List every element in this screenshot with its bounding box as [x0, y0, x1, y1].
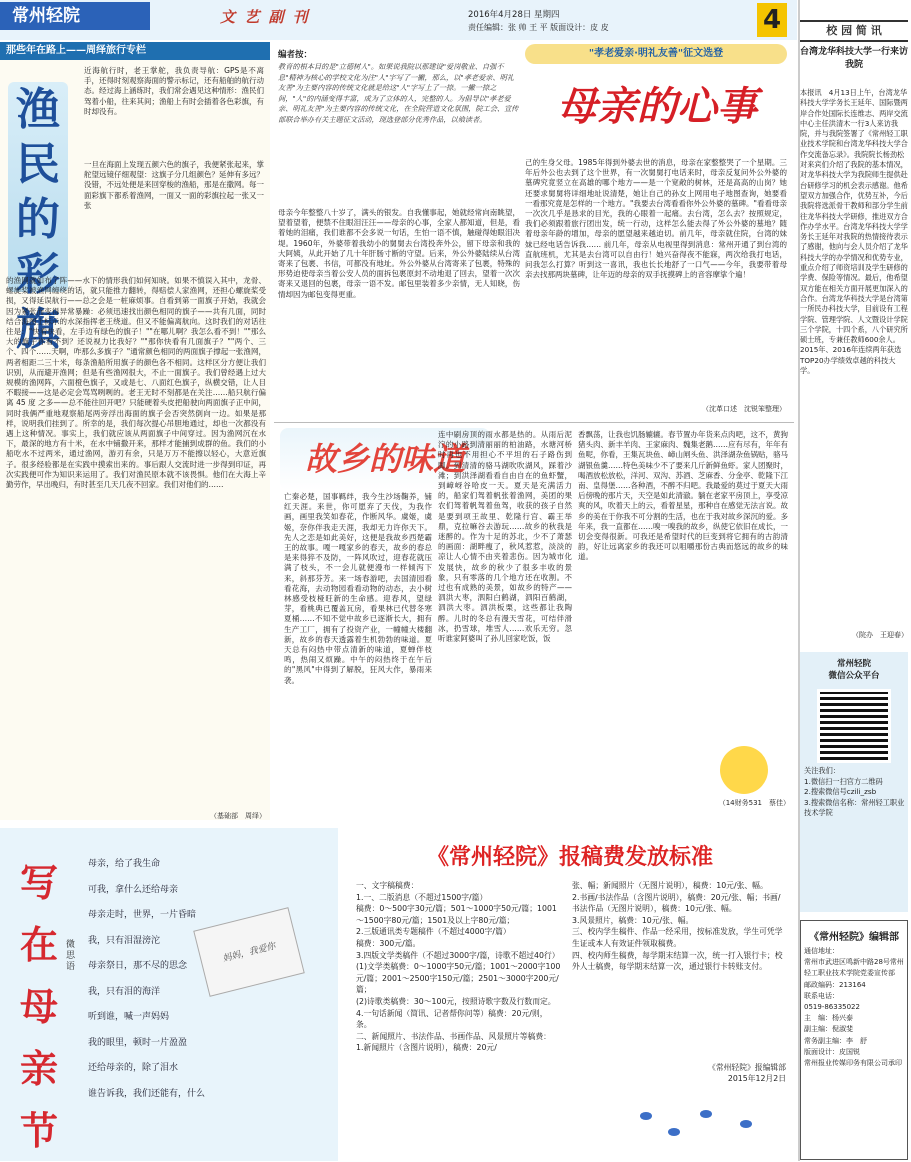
poem-author: 微思语: [66, 940, 76, 972]
masthead-logo: 常州轻院: [0, 2, 150, 30]
poem-line: 听到谁，喊一声妈妈: [88, 1012, 170, 1022]
dateline: 2016年4月28日 星期四: [468, 10, 560, 20]
poem-line: 我的眼里，顿时一片盈盈: [88, 1037, 188, 1048]
hometown-column-2: 连中刷房顶的雨水都是热的。从雨后泥泞的小路到清丽丽的柏油路，水塘河桥时再也不用担心不平坦的石子路伤到脚。到清清的骆马湖吹吹湖风，踩着沙滩；到洪泽湖看看自由自在的鱼虾蟹，到嶂岈谷哈皮一天。夏天是充满活力的，船家们驾着帆张着渔网，美团的果农们驾着帆驾着鱼驾，收获的孩子自然是要到项王故里、乾隆行宫、霸王举鼎，克拉嘛谷去游玩……故乡的秋我是迷醉的。作为十足的苏北，少不了萧瑟的画面：湖畔瘦了，秋风惹惹，淡淡的凉让人心情不由夹着悲伤。因为城市化发展快，故乡的秋少了很多丰收的景象，只有零落的几个地方还在收割。不过也有成熟的美景，如故乡的特产——泗洪大枣，泗阳白鹤湖，泗阳百鹤湖，泗洪大枣。泗洪板栗，这些都让我陶醉。儿时的冬总有漫天雪花，可结伴滑冰，扔雪球，堆雪人……欢乐无穷。忽听谁家阿婆叫了孙儿回家吃饭，饭: [438, 430, 572, 644]
poem-title: 写在母亲节: [19, 860, 58, 1153]
fee-line: (1)文学类稿费：0～1000字50元/篇；1001～2000字100元/篇；2001～2500字150元/篇；2501～3000字200元/篇；: [356, 962, 561, 995]
fee-title: 《常州轻院》报稿费发放标准: [426, 844, 713, 870]
essay-title: 母亲的心事: [557, 83, 757, 130]
fee-line: 2.书画/书法作品（含图片说明），稿费：20元/张、幅；书画/书法作品（无图片说明），稿费：10元/张、幅。: [572, 892, 781, 914]
essay-byline: （沈革口述 沈锐笨整理）: [702, 405, 786, 413]
hometown-title: 故乡的味道: [280, 428, 490, 490]
fee-line: 1.新闻照片（含图片说明），稿费：20元/: [356, 1043, 497, 1053]
campus-brief-head: 校 园 简 讯: [800, 20, 908, 42]
butterfly-icon: [740, 1120, 752, 1128]
fee-sign-org: 《常州轻院》报编辑部: [708, 1063, 786, 1072]
poem-line: 我，只有泪的海洋: [88, 986, 161, 997]
editors-line: 责任编辑：张 帅 王 平 版面设计：皮 皮: [468, 23, 609, 32]
hometown-column-1: 亡秦必楚，国事羁绊，我今生沙场鞠养，铺红天涯。来世，你可愿弃了天伐，为我作画，画里我笑如春花，作断风华。虞姬，虞姬，奈你伴我走天涯，我却无力许你天下。先人之恋是如此美好，这便是我故乡西楚霸王的故事。嘎一嘎家乡的春天，故乡的春总是来得猝不及防，一阵风吹过，迎春花就压满了枝头，不一会儿就便漫布一样倾泻下来，斜那芬芳。来一场春游吧，去国清园看看花海，去动物园看看动物的动态，去小树林感受枝桠旺新的生命感。迎春风，望绿芽，看桃典已覆盖瓦房，看果林已代替冬寒夏桶……不知不觉中故乡已逐渐长大，拥有生产工厂，拥有了投资产业，一幢幢大楼翻新，故乡的春天透露着生机勃勃的味道。夏天总有闷热中带点清新的味道，夏蝉伴枝鸣，热闹又烦躁。中午的闷热终于在午后的"黑风"中得到了解脱，狂风大作，暴雨来袭。: [284, 492, 432, 685]
essay-banner: "孝老爱亲·明礼友善"征文选登: [525, 44, 787, 64]
fee-line: 稿费：300元/篇。: [356, 938, 421, 948]
butterfly-icon: [668, 1128, 680, 1136]
fee-line: 3.四版文学类稿件（不超过3000字/篇，诗歌不超过40行）: [356, 950, 560, 960]
fee-column-2: [572, 880, 786, 1055]
fee-line: 4.一句话新闻（简讯、记者帮你问等）稿费：20元/则，条。: [356, 1008, 548, 1030]
editorial-line: 主 编：杨兴泰: [804, 1014, 853, 1023]
editorial-line: 副主编：倪淑斐: [804, 1025, 853, 1034]
wechat-steps: 关注我们： 1.微信扫一扫官方二维码 2.搜索微信号czili_zsb 3.搜索微信名称：常州轻工职业技术学院: [804, 766, 905, 817]
poem-line: 母亲走时，世界，一片昏暗: [88, 910, 197, 920]
poem-line: 可我，拿什么还给母亲: [88, 884, 179, 895]
hometown-byline: （14财务531 蔡佳）: [718, 799, 790, 807]
campus-brief-body: 本报讯 4月13日上午，台湾龙华科技大学学务长王延年、国际暨两岸合作处国际长连维志、两岸交流中心主任洪清木一行3人来访我院，并与我院签署了《常州轻工职业技术学院和台湾龙华科技大学合作交流备忘录》。我院院长杨劲松对来宾们介绍了我院的基本情况，对龙华科技大学为我院师生提供赴台研修学习的机会表示感谢。他希望双方加强合作，优势互补，今后我院将选派骨干教师和部分学生前往龙华科技大学研修，推进双方合作办学水平。台湾龙华科技大学学务长王延年对我院的热情接待表示了感谢，他向与会人员介绍了龙华科技大学的办学情况和优势专业，重点介绍了师资培训及学生研修的学费、保险等情况。最后，他希望双方能在相关方面开展更加深入的合作。台湾龙华科技大学是台湾第一所民办科技大学，目前设有工程学院、管理学院、人文暨设计学院三个学院，十四个系，八个研究所硕士班，专兼任教师600余人。2015年、2016年连续两年获选TOP20办学绩效卓越的科技大学。: [800, 88, 908, 376]
fee-sign-date: 2015年12月2日: [727, 1074, 786, 1083]
fee-line: 稿费：0～500字30元/篇；501～1000字50元/篇；1001～1500字80元/篇；1501及以上字80元/篇；: [356, 904, 557, 925]
editorial-info: [804, 946, 906, 1069]
essay-column-2: [525, 158, 787, 420]
divider: [274, 422, 794, 423]
fee-line: 2.三版通讯类专题稿件（不超过4000字/篇）: [356, 927, 511, 937]
essay-col2-text: 己的生身父母。1985年得到外婆去世的消息，母亲在家整整哭了一个星期。三年后外公也去到了这个世界，有一次舅舅打电话来时，母亲反复问外公外婆的墓碑究竟竖立在高雄的哪个地方——是一个宽敞的树林，还是高高的山岗？她还要求舅舅将详细地址说清楚，她让自己的孙女上网用电子地图查询，她要看一看那究竟是怎样的一个地方。"我要去台湾看看你外公外婆的墓碑。"看看母亲一次次几乎是恳求的目光，我的心眼着一起痛。去台湾，怎么去？按照规定，我们必须跟着旅行团出发，统一行动，这样怎么能去得了外公外婆的墓地？随着母亲年龄的增加，母亲的愿望越来越迫切。前几年，母亲就住院，台湾的妹妹已经电话告诉我……: [525, 158, 787, 249]
butterfly-icon: [700, 1110, 712, 1118]
chick-icon: [720, 746, 768, 794]
column-banner: 那些年在路上——周绎旅行专栏: [0, 42, 270, 60]
fee-line: 二、新闻照片、书法作品、书画作品、风景照片等稿费：: [356, 1031, 551, 1041]
editorial-line: 0519-86335022: [804, 1003, 860, 1012]
essay-col3-text: 前几年，母亲从电视里得到消息：常州开通了到台湾的直航班机，尤其是去台湾可以自由行！她兴奋得夜不能寐，两次给我打电话，问我怎么打算？听到这一喜讯，我也长长地舒了一口气——今年，我要带着母亲去找那两块墓碑，让年迈的母亲的双手抚摸碑上的音容摩挲个遍！: [525, 239, 787, 280]
editorial-line: 常务副主编：李 舒: [804, 1036, 867, 1045]
fee-column-1: [356, 880, 561, 1155]
editorial-line: 版面设计：皮国锐: [804, 1047, 860, 1056]
envelope-text: 妈妈，我爱你: [221, 941, 277, 965]
page-number: 4: [757, 3, 787, 37]
qr-code-icon[interactable]: [820, 692, 888, 760]
campus-brief-title: 台湾龙华科技大学一行来访我院: [800, 47, 909, 70]
fee-line: 3.风景照片，稿费：10元/张、幅。: [572, 915, 694, 925]
fee-line: 四、校内师生稿费，每学期末结算一次，统一打入银行卡；校外人士稿费，每学期末结算一次，通过银行卡转账支付。: [572, 950, 783, 972]
editorial-line: 联系电话：: [804, 991, 839, 1000]
fee-line: 一、文字稿稿费：: [356, 881, 419, 890]
editorial-line: 邮政编码：213164: [804, 980, 866, 989]
fee-line: 张、幅；新闻照片（无图片说明），稿费：10元/张、幅。: [572, 881, 768, 890]
hometown-column-3: 香飘荡，让我也饥肠辘辘。春节置办年货来点肉吧，这不，黄狗猪头肉、新丰羊肉、王家麻肉、魏集老鹅……应有尽有，年年有鱼呢，你看，王集瓦块鱼、嶂山闸头鱼、洪泽湖杂鱼锅贴，骆马湖银鱼羹……特色美味少不了要来几斤新鲜鱼虾。家人团聚时，喝酒放松放松，洋河、双沟、苏酒、芝麻香、分金亭、乾隆下江南、皇得堡……各种酒，不醉不归吧。我最爱的莫过于夏天大雨后傍晚的那片天，天空是如此清澈。躺在老家平房顶上，享受凉爽的风，吹着天上的云，看着星星，那种自在感觉无法言说。故乡的美在于你我不可分割的生活，也在于我对故乡深沉的爱。多年来，我一直都在……嗅一嗅我的故乡，纵使它依旧在成长，一切会变得很新。可我还是希望时代的巨变到将它拥有的古韵清韵，好让远离家乡的我还可以咀嚼那份古典而悠远的故乡的味道。: [578, 430, 788, 562]
poem-line: 母亲，给了我生命: [88, 859, 161, 869]
fee-line: 三、校内学生稿件、作品一经采用，按标准发放，学生可凭学生证或本人有效证件领取稿费。: [572, 927, 783, 948]
poem-line: 母亲祭日，那不尽的思念: [88, 961, 188, 971]
poem-line: 谁告诉我，我们还能有，什么: [88, 1088, 206, 1099]
editor-note: [278, 48, 520, 200]
wechat-title: 常州轻院 微信公众平台: [828, 659, 880, 681]
fee-line: 1.一、二版消息（不超过1500字/篇）: [356, 892, 488, 902]
fee-line: (2)诗歌类稿费：30～100元，按照诗歌字数及行数而定。: [356, 996, 556, 1006]
editorial-title: 《常州轻院》编辑部: [809, 932, 899, 943]
editor-note-text: 教育的根本目的是"立德树人"。如果说我院以那建设"爱岗敬业、自强不息"精神为核心的学校文化为注"人"字写了一撇，那么，以"孝老爱亲、明礼友善"为主要内容的传统文化就是给这"人"字写上了一捺。一撇一捺之间，"人"的内涵变得丰富，成为了立体的人，完整的人。为倡导以"孝老爱亲、明礼友善"为主要内容的传统文化，在全院营造文化氛围，院工会、宣传部联合举办有关主题征文活动，现选登部分优秀作品，以飨读者。: [278, 62, 519, 124]
section-title: 文 艺 副 刊: [220, 8, 310, 26]
campus-brief-byline: （院办 王迎春）: [852, 631, 908, 639]
editor-note-head: 编者按：: [278, 50, 313, 60]
article-intro: 近海航行时，老王掌舵，我负责导航：GPS是不离手，还得时刻观察海面的警示标记，还有船舶的航行动态。经过海上涵练时，我们常会遇见这种情形：渔民们驾着小船，往来其间；渔船上有时会插着各色彩旗，有时却没有。: [84, 66, 264, 116]
poem-lines: [88, 852, 328, 1152]
editorial-line: 通信地址：: [804, 947, 839, 955]
butterfly-icon: [640, 1112, 652, 1120]
essay-column-1: 母亲今年整整八十岁了，满头的银发。自我懂事起，她就经常向南眺望，望着望着，便禁不住眼泪汪汪——母亲的心事，全家人都知道，但是，看着她的泪痛，我们谁都不会多说一句话，生怕一语不慎，触碰得她眼泪决堤。1960年，外婆带着我幼小的舅舅去台湾投奔外公，留下母亲和我的大阿姨，从此开始了几十年肝肠寸断的守望。后来，外公外婆陆续从台湾寄来了包裹、书信，可都没有地址。外公外婆从台湾寄来了包裹，特殊的形势迫使母亲当着公安人员的面拆包裹原封不动地退了回去，望着一次次寄来又退回的包裹，母亲一语不发。邮包里装着多少亲情，无人知晓，伤情却因为邮包变得更重。: [278, 208, 520, 299]
editorial-line: 常州市武进区鸣新中路28号常州轻工职业技术学院党委宣传部: [804, 958, 904, 978]
article-body-upper: 一旦在海面上发现五颜六色的旗子，我便紧张起来，掌舵望远镜仔细观望：这旗子分几组颜色？延伸有多远？没错，不远处便是来回穿梭的渔船，那是在撒网。每一面彩旗下都系着渔网，一面又一面的彩旗拉起一张又一张: [84, 160, 264, 210]
editorial-line: 常州报业传媒印务有限公司承印: [804, 1059, 902, 1068]
article-title: 渔民的彩旗: [8, 82, 68, 292]
article-body: 的渔网就如布了阵——水下的情形我们如何知晓。如果不慎误入其中，龙骨、螺旋桨被渔网缠绕的话，就只能推力翻转，得赔偿人家渔网，还担心螺旋桨受损，又得延误航行——总之会是一桩麻烦事。自看到第一面旗子开始，我就会因为紧张而变得异常暴躁：必须迅速找出颜色相同的旗子——共有几面，同时结合海图上标示的水深指挥老王绕道。但又不能偏离航向。这时我们的对话往往是："快看快看，左手边有绿色的旗子！""在哪儿啊？我怎么看不到！""那么大的旗子你看不到？还说视力比我好？""那你快看有几面旗子？""两个、三个、四个……天啊，咋那么多旗子？"通常颜色相同的两面旗子撑起一张渔网，两者相距二三十米，每条渔船所用旗子的颜色各不相同。这样区分方便让我们识别，从而避开渔网；但是有些渔网很大，不止一面旗子。我们曾经遇上过大规模的渔网阵，六面橙色旗子，又或是七、八面红色旗子，纵横交错，让人目不暇接——这是必定会骂骂咧咧的。老王无时不刻都是在关注……船只航行偏离 45 度 之多——总不能往回开吧？只能硬着头皮把船驶向两面旗子正中间，同时我俩严重地观察船尾两旁浮出海面的旗子会否突然倒向一边。如果是那样，说明我们挂到了。所幸的是，我们每次提心吊胆地通过，却也一次都没有遇上这种情况。事实上，我们就应该从两面旗子中间穿过。因为渔网沉在水下，最深的地方有十米，在水中铺撒开来，那样才能捕到成群的鱼。我们的小船吃水不过两米，通过渔网，游刃有余，只是万万不能擦以轻心，大意近旗子。很多经验都是在实践中摸索出来的。事后跟人交流时进一步得到印证，再次实践便可作为知识来运用了。我们对渔民原本就不该畏惧。他们在大海上辛勤劳作，早出晚归，有时甚至几天几夜不回家。我们对他们的……: [6, 276, 266, 490]
poem-line: 我，只有泪湿滂沱: [88, 935, 161, 946]
poem-line: 还给母亲的，除了泪水: [88, 1063, 179, 1073]
fee-signature: [600, 1062, 786, 1084]
article-byline: （基础部 周绎）: [210, 812, 266, 820]
